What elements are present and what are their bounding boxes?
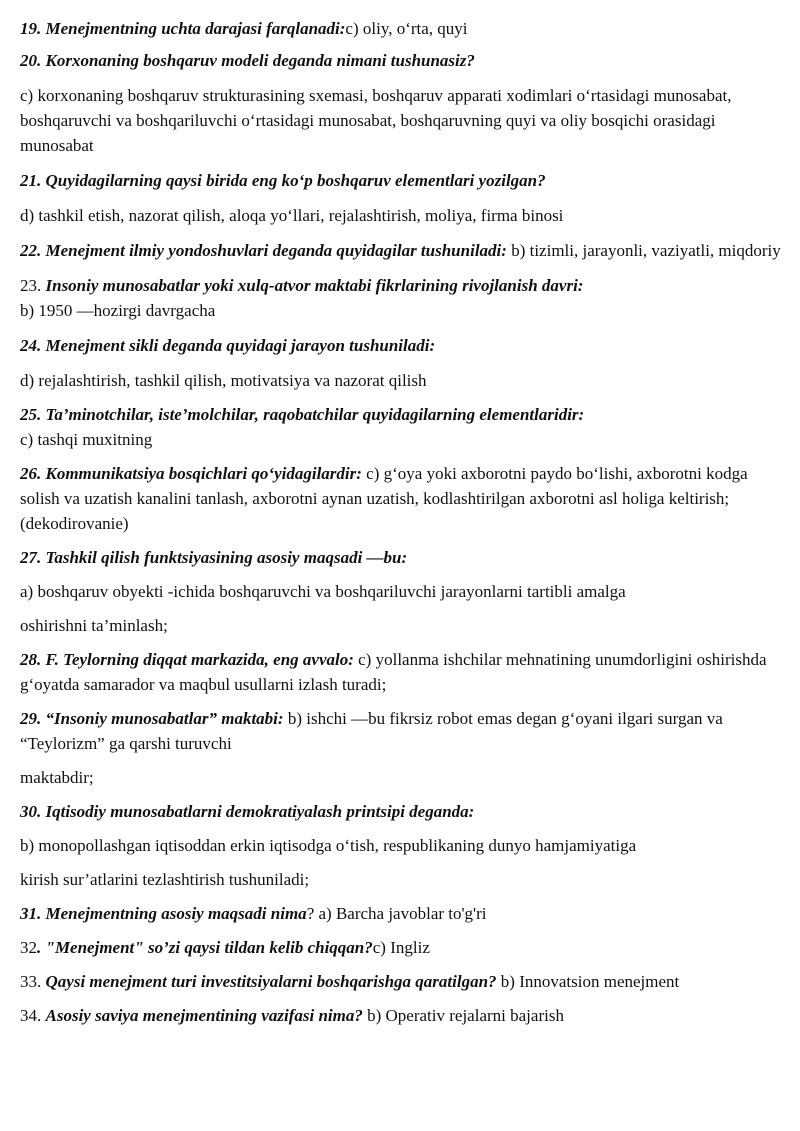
- question-text: Insoniy munosabatlar yoki xulq-atvor maktabi fikrlarining rivojlanish davri:: [45, 276, 584, 295]
- answer-text: b) Innovatsion menejment: [496, 972, 680, 991]
- answer-text: kirish sur’atlarini tezlashtirish tushuniladi;: [20, 870, 310, 889]
- answer-text: oshirishni ta’minlash;: [20, 616, 168, 635]
- answer-text: c) Ingliz: [372, 938, 430, 957]
- item-30-answer-line2: [20, 867, 788, 892]
- item-29-answer-line2: [20, 765, 788, 790]
- question-text: 26. Kommunikatsiya bosqichlari qo‘yidagilardir:: [20, 464, 362, 483]
- question-number: 23.: [20, 276, 46, 295]
- question-text: 29. “Insoniy munosabatlar” maktabi:: [20, 709, 284, 728]
- answer-text: c) oliy, o‘rta, quyi: [345, 19, 468, 38]
- answer-text: c) tashqi muxitning: [20, 430, 153, 449]
- question-text: 19. Menejmentning uchta darajasi farqlanadi:: [20, 19, 346, 38]
- question-text: 31. Menejmentning asosiy maqsadi nima: [20, 904, 307, 923]
- question-text: . "Menejment" so’zi qaysi tildan kelib chiqqan?: [37, 938, 373, 957]
- item-32: [20, 935, 788, 960]
- answer-text: b) Operativ rejalarni bajarish: [362, 1006, 564, 1025]
- item-23-answer: [20, 298, 788, 323]
- item-34: [20, 1003, 788, 1028]
- document-page: [20, 16, 788, 1037]
- item-30-question: [20, 799, 788, 824]
- answer-text: c) yollanma ishchilar mehnatining unumdorligini oshirishda g‘oyatda samarador va maqbul usullarni izlash turadi;: [20, 650, 767, 694]
- answer-text: a) boshqaruv obyekti -ichida boshqaruvchi va boshqariluvchi jarayonlarni tartibli amalga: [20, 582, 626, 601]
- item-20-answer: [20, 83, 788, 158]
- question-number: 32: [20, 938, 37, 957]
- item-24-question: [20, 333, 788, 358]
- question-number: 34.: [20, 1006, 46, 1025]
- item-21-question: [20, 168, 788, 193]
- answer-text: b) 1950 —hozirgi davrgacha: [20, 301, 216, 320]
- answer-text: c) g‘oya yoki axborotni paydo bo‘lishi, axborotni kodga solish va uzatish kanalini tanlash, axborotni aynan uzatish, kodlashtirilgan axborotni asl holiga keltirish; (dekodirovanie): [20, 464, 748, 533]
- question-text: 30. Iqtisodiy munosabatlarni demokratiyalash printsipi deganda:: [20, 802, 475, 821]
- item-29: [20, 706, 788, 756]
- item-26: [20, 461, 788, 536]
- item-22: [20, 238, 788, 263]
- item-19: [20, 16, 788, 41]
- item-24-answer: [20, 368, 788, 393]
- item-30-answer-line1: [20, 833, 788, 858]
- question-number: 33.: [20, 972, 46, 991]
- answer-text: b) ishchi —bu fikrsiz robot emas degan g‘oyani ilgari surgan va “Teylorizm” ga qarshi turuvchi: [20, 709, 723, 753]
- item-21-answer: [20, 203, 788, 228]
- answer-text: b) monopollashgan iqtisoddan erkin iqtisodga o‘tish, respublikaning dunyo hamjamiyatiga: [20, 836, 637, 855]
- question-text: 22. Menejment ilmiy yondoshuvlari deganda quyidagilar tushuniladi:: [20, 241, 507, 260]
- answer-text: d) rejalashtirish, tashkil qilish, motivatsiya va nazorat qilish: [20, 371, 427, 390]
- item-28: [20, 647, 788, 697]
- item-25-question: [20, 402, 788, 427]
- answer-text: b) tizimli, jarayonli, vaziyatli, miqdoriy: [511, 241, 781, 260]
- question-text: Qaysi menejment turi investitsiyalarni boshqarishga qaratilgan?: [45, 972, 497, 991]
- answer-text: ? a) Barcha javoblar to'g'ri: [306, 904, 487, 923]
- item-27-answer-line2: [20, 613, 788, 638]
- item-25-answer: [20, 427, 788, 452]
- answer-text: c) korxonaning boshqaruv strukturasining sxemasi, boshqaruv apparati xodimlari o‘rtasidagi munosabat, boshqaruvchi va boshqariluvchi o‘rtasidagi munosabat, boshqaruvning quyi va oliy bosqichi orasidagi munosabat: [20, 86, 732, 155]
- item-23-question: [20, 273, 788, 298]
- item-27-answer-line1: [20, 579, 788, 604]
- item-33: [20, 969, 788, 994]
- answer-text: maktabdir;: [20, 768, 94, 787]
- item-31: [20, 901, 788, 926]
- answer-text: d) tashkil etish, nazorat qilish, aloqa yo‘llari, rejalashtirish, moliya, firma binosi: [20, 206, 564, 225]
- question-text: Asosiy saviya menejmentining vazifasi nima?: [45, 1006, 363, 1025]
- question-text: 25. Ta’minotchilar, iste’molchilar, raqobatchilar quyidagilarning elementlaridir:: [20, 405, 585, 424]
- question-text: 27. Tashkil qilish funktsiyasining asosiy maqsadi —bu:: [20, 548, 408, 567]
- question-text: 20. Korxonaning boshqaruv modeli deganda nimani tushunasiz?: [20, 51, 475, 70]
- item-20-question: [20, 48, 788, 73]
- item-27-question: [20, 545, 788, 570]
- question-text: 24. Menejment sikli deganda quyidagi jarayon tushuniladi:: [20, 336, 436, 355]
- question-text: 21. Quyidagilarning qaysi birida eng ko‘p boshqaruv elementlari yozilgan?: [20, 171, 546, 190]
- question-text: 28. F. Teylorning diqqat markazida, eng avvalo:: [20, 650, 354, 669]
